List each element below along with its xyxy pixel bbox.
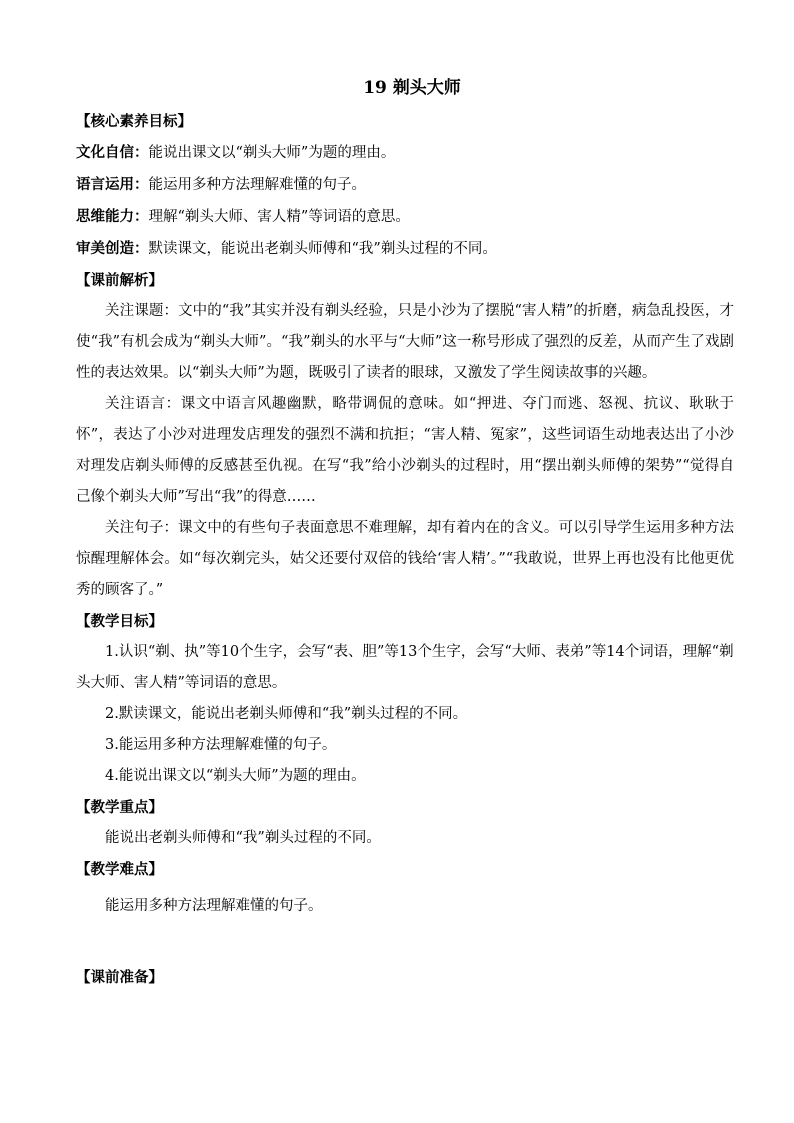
core-goal-item [76, 201, 734, 233]
core-goal-key: 文化自信： [76, 144, 149, 161]
teaching-goal-item: 4.能说出课文以“剃头大师”为题的理由。 [105, 768, 366, 784]
core-goal-text: 理解“剃头大师、害人精”等词语的意思。 [148, 209, 410, 225]
teaching-goal-item: 2.默读课文，能说出老剃头师傅和“我”剃头过程的不同。 [105, 706, 468, 722]
key-point-section [76, 792, 734, 854]
core-goal-text: 能说出课文以“剃头大师”为题的理由。 [148, 145, 396, 161]
core-goal-item [76, 233, 734, 265]
teaching-goals-section [76, 606, 734, 792]
key-point-heading: 【教学重点】 [76, 799, 163, 816]
page-title: 19 剃头大师 [363, 78, 461, 98]
preparation-section [76, 962, 734, 993]
key-point-text: 能说出老剃头师傅和“我”剃头过程的不同。 [105, 830, 381, 846]
core-goal-key: 审美创造： [76, 240, 149, 257]
teaching-goals-heading: 【教学目标】 [76, 613, 163, 630]
teaching-goal-item: 1.认识“剃、执”等10个生字，会写“表、胆”等13个生字，会写“大师、表弟”等14个词语，理解“剃头大师、害人精”等词语的意思。 [76, 644, 734, 691]
difficulty-heading: 【教学难点】 [76, 861, 163, 878]
core-goal-item [76, 137, 734, 169]
difficulty-text: 能运用多种方法理解难懂的句子。 [105, 898, 323, 914]
analysis-section [76, 265, 734, 606]
core-goal-key: 语言运用： [76, 176, 149, 193]
core-goals-heading: 【核心素养目标】 [76, 113, 192, 130]
analysis-paragraph-sentences: 关注句子：课文中的有些句子表面意思不难理解，却有着内在的含义。可以引导学生运用多种方法惊醒理解体会。如“每次剃完头，姑父还要付双倍的钱给‘害人精’。”“我敢说，世界上再也没有比他更优秀的顾客了。” [76, 520, 734, 598]
core-goal-text: 能运用多种方法理解难懂的句子。 [148, 177, 366, 193]
analysis-paragraph-language: 关注语言：课文中语言风趣幽默，略带调侃的意味。如“押进、夺门而逃、怒视、抗议、耿耿于怀”，表达了小沙对进理发店理发的强烈不满和抗拒；“害人精、冤家”，这些词语生动地表达出了小沙对理发店剃头师傅的反感甚至仇视。在写“我”给小沙剃头的过程时，用“摆出剃头师傅的架势”“觉得自己像个剃头大师”写出“我”的得意…… [76, 396, 734, 505]
core-goal-text: 默读课文，能说出老剃头师傅和“我”剃头过程的不同。 [148, 241, 497, 257]
spacer [76, 922, 734, 962]
difficulty-section [76, 854, 734, 922]
core-goal-item [76, 169, 734, 201]
teaching-goal-item: 3.能运用多种方法理解难懂的句子。 [105, 737, 337, 753]
core-goal-key: 思维能力： [76, 208, 149, 225]
analysis-paragraph-title: 关注课题：文中的“我”其实并没有剃头经验，只是小沙为了摆脱“害人精”的折磨，病急乱投医，才使“我”有机会成为“剃头大师”。“我”剃头的水平与“大师”这一称号形成了强烈的反差，从而产生了戏剧性的表达效果。以“剃头大师”为题，既吸引了读者的眼球，又激发了学生阅读故事的兴趣。 [76, 303, 734, 381]
core-goals-section [76, 106, 734, 265]
preparation-heading: 【课前准备】 [76, 969, 163, 986]
analysis-heading: 【课前解析】 [76, 272, 163, 289]
